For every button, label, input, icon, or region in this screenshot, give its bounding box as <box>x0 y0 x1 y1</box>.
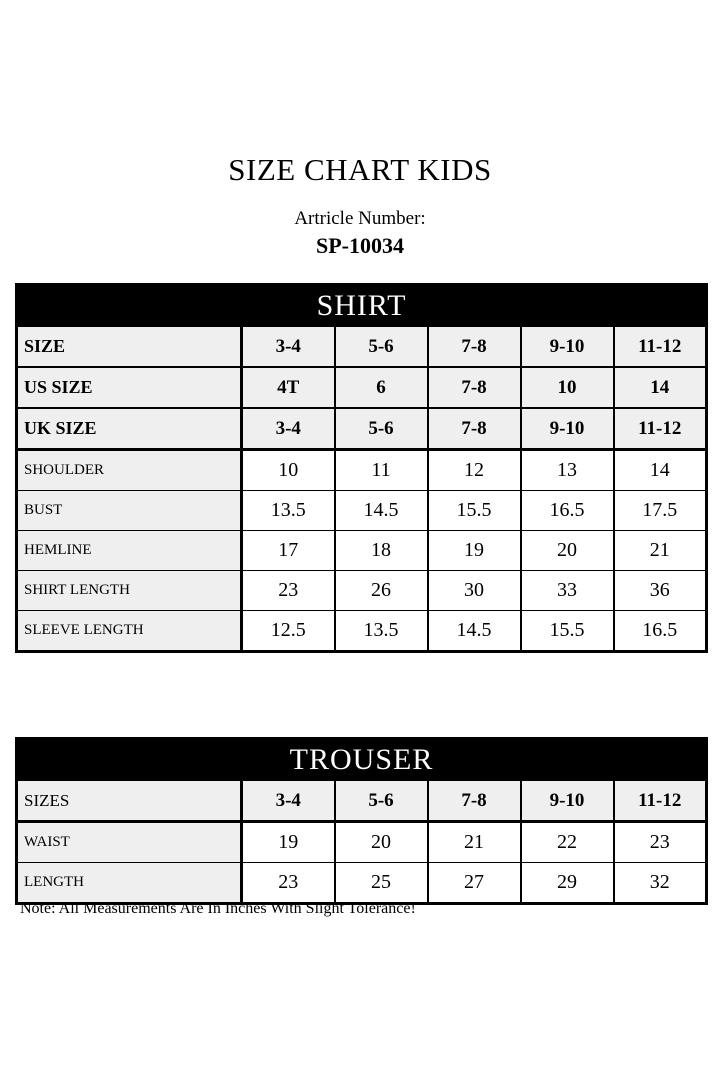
cell-value: 9-10 <box>521 326 614 367</box>
cell-value: 15.5 <box>521 611 614 652</box>
shirt-size-table <box>15 283 708 653</box>
cell-value: 32 <box>614 863 707 904</box>
row-label: US SIZE <box>17 367 242 408</box>
row-label: UK SIZE <box>17 408 242 450</box>
cell-value: 7-8 <box>428 326 521 367</box>
cell-value: 17.5 <box>614 491 707 531</box>
cell-value: 5-6 <box>335 408 428 450</box>
cell-value: 17 <box>242 531 335 571</box>
cell-value: 27 <box>428 863 521 904</box>
cell-value: 23 <box>242 863 335 904</box>
table-row-size <box>17 326 707 367</box>
cell-value: 33 <box>521 571 614 611</box>
row-label: SIZE <box>17 326 242 367</box>
cell-value: 14.5 <box>335 491 428 531</box>
cell-value: 20 <box>521 531 614 571</box>
cell-value: 11-12 <box>614 408 707 450</box>
cell-value: 25 <box>335 863 428 904</box>
table-row-shirt-length <box>17 571 707 611</box>
cell-value: 29 <box>521 863 614 904</box>
table-row-shoulder <box>17 450 707 491</box>
cell-value: 13.5 <box>335 611 428 652</box>
row-label: LENGTH <box>17 863 242 904</box>
cell-value: 30 <box>428 571 521 611</box>
table-row-hemline <box>17 531 707 571</box>
table-row-length <box>17 863 707 904</box>
shirt-table-title: SHIRT <box>17 285 707 327</box>
table-row-bust <box>17 491 707 531</box>
cell-value: 21 <box>428 822 521 863</box>
cell-value: 11 <box>335 450 428 491</box>
cell-value: 14 <box>614 367 707 408</box>
row-label: WAIST <box>17 822 242 863</box>
cell-value: 36 <box>614 571 707 611</box>
row-label: HEMLINE <box>17 531 242 571</box>
trouser-size-table <box>15 737 708 905</box>
cell-value: 20 <box>335 822 428 863</box>
cell-value: 10 <box>242 450 335 491</box>
cell-value: 11-12 <box>614 780 707 822</box>
cell-value: 4T <box>242 367 335 408</box>
cell-value: 7-8 <box>428 408 521 450</box>
cell-value: 5-6 <box>335 780 428 822</box>
cell-value: 15.5 <box>428 491 521 531</box>
cell-value: 5-6 <box>335 326 428 367</box>
shirt-table-header <box>17 285 707 327</box>
note-text: Note: All Measurements Are In Inches With Slight Tolerance! <box>20 900 416 917</box>
cell-value: 13.5 <box>242 491 335 531</box>
page-title: SIZE CHART KIDS <box>228 152 492 187</box>
table-row-us-size <box>17 367 707 408</box>
cell-value: 14.5 <box>428 611 521 652</box>
row-label: BUST <box>17 491 242 531</box>
cell-value: 7-8 <box>428 780 521 822</box>
row-label: SHOULDER <box>17 450 242 491</box>
cell-value: 7-8 <box>428 367 521 408</box>
cell-value: 12 <box>428 450 521 491</box>
cell-value: 19 <box>428 531 521 571</box>
cell-value: 23 <box>242 571 335 611</box>
cell-value: 3-4 <box>242 780 335 822</box>
row-label: SIZES <box>17 780 242 822</box>
article-number-label: Artricle Number: <box>294 208 426 229</box>
cell-value: 12.5 <box>242 611 335 652</box>
cell-value: 3-4 <box>242 408 335 450</box>
cell-value: 23 <box>614 822 707 863</box>
row-label: SLEEVE LENGTH <box>17 611 242 652</box>
cell-value: 18 <box>335 531 428 571</box>
row-label: SHIRT LENGTH <box>17 571 242 611</box>
cell-value: 3-4 <box>242 326 335 367</box>
cell-value: 11-12 <box>614 326 707 367</box>
cell-value: 22 <box>521 822 614 863</box>
table-row-waist <box>17 822 707 863</box>
table-row-sizes <box>17 780 707 822</box>
trouser-table-header <box>17 739 707 781</box>
cell-value: 26 <box>335 571 428 611</box>
cell-value: 13 <box>521 450 614 491</box>
table-row-sleeve-length <box>17 611 707 652</box>
table-row-uk-size <box>17 408 707 450</box>
trouser-table-title: TROUSER <box>17 739 707 781</box>
cell-value: 9-10 <box>521 408 614 450</box>
cell-value: 21 <box>614 531 707 571</box>
cell-value: 10 <box>521 367 614 408</box>
cell-value: 14 <box>614 450 707 491</box>
cell-value: 6 <box>335 367 428 408</box>
cell-value: 16.5 <box>521 491 614 531</box>
article-number-value: SP-10034 <box>316 233 404 258</box>
cell-value: 19 <box>242 822 335 863</box>
cell-value: 16.5 <box>614 611 707 652</box>
cell-value: 9-10 <box>521 780 614 822</box>
